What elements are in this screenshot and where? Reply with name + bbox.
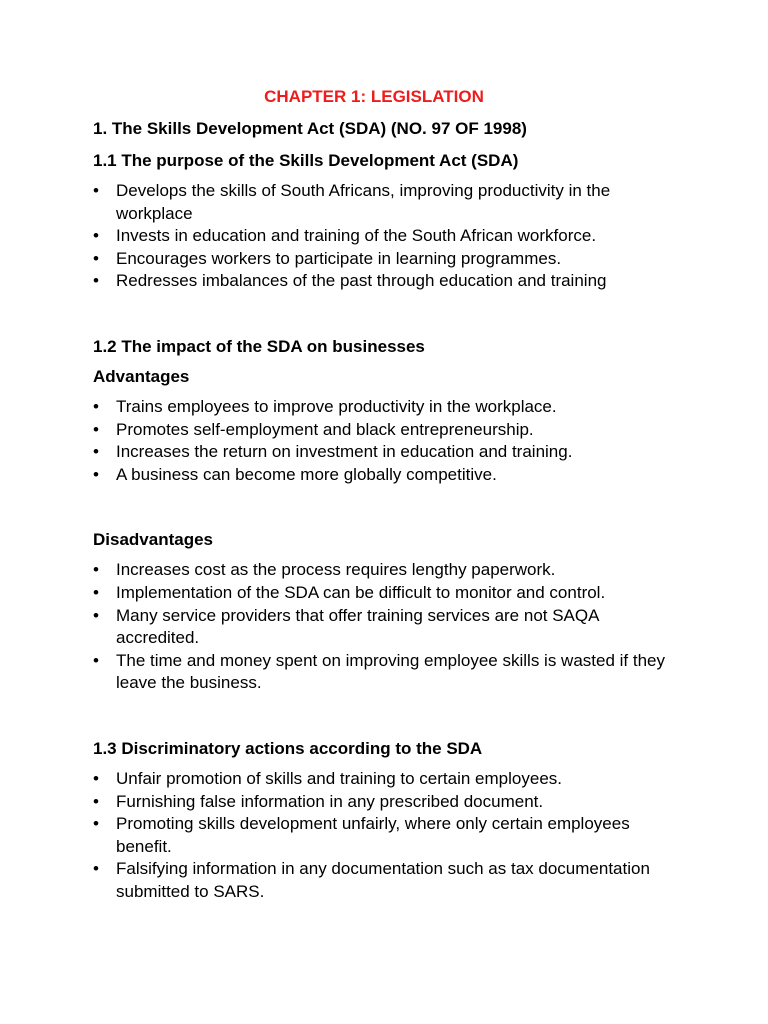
bullet-icon: • <box>93 605 99 625</box>
impact-heading: 1.2 The impact of the SDA on businesses <box>93 336 425 356</box>
bullet-icon: • <box>93 419 99 439</box>
act-title: 1. The Skills Development Act (SDA) (NO. 97 OF 1998) <box>93 119 527 138</box>
list-item: • Develops the skills of South Africans, improving productivity in the workplace <box>93 181 611 223</box>
bullet-icon: • <box>93 791 99 811</box>
list-item: • Furnishing false information in any prescribed document. <box>93 791 683 814</box>
list-item: • Implementation of the SDA can be difficult to monitor and control. <box>93 582 683 605</box>
list-item: • Promotes self-employment and black entrepreneurship. <box>93 419 683 442</box>
list-item: • Increases the return on investment in education and training. <box>93 441 683 464</box>
bullet-icon: • <box>93 442 99 462</box>
chapter-title: CHAPTER 1: LEGISLATION <box>264 87 484 106</box>
advantages-list <box>93 396 683 486</box>
document-page <box>93 86 683 903</box>
bullet-icon: • <box>93 271 99 291</box>
advantages-heading: Advantages <box>93 366 190 386</box>
bullet-icon: • <box>93 464 99 484</box>
disadvantages-list <box>93 559 683 695</box>
list-item: • Trains employees to improve productivity in the workplace. <box>93 396 683 419</box>
bullet-icon: • <box>93 768 99 788</box>
list-item: • Increases cost as the process requires lengthy paperwork. <box>93 559 683 582</box>
list-item: • The time and money spent on improving employee skills is wasted if they leave the business. <box>93 650 665 693</box>
list-item: • Falsifying information in any documentation such as tax documentation submitted to SARS. <box>93 859 650 901</box>
purpose-list <box>93 180 683 293</box>
list-item: • Unfair promotion of skills and training to certain employees. <box>93 768 683 791</box>
bullet-icon: • <box>93 814 99 834</box>
bullet-icon: • <box>93 181 99 200</box>
bullet-icon: • <box>93 248 99 268</box>
list-item: • Many service providers that offer training services are not SAQA accredited. <box>93 605 599 648</box>
discriminatory-list <box>93 768 683 904</box>
bullet-icon: • <box>93 859 99 879</box>
bullet-icon: • <box>93 226 99 246</box>
list-item: • Invests in education and training of the South African workforce. <box>93 225 683 248</box>
purpose-heading: 1.1 The purpose of the Skills Development Act (SDA) <box>93 151 519 170</box>
bullet-icon: • <box>93 560 99 580</box>
list-item: • A business can become more globally competitive. <box>93 464 683 487</box>
bullet-icon: • <box>93 396 99 416</box>
bullet-icon: • <box>93 582 99 602</box>
disadvantages-heading: Disadvantages <box>93 530 213 550</box>
list-item: • Encourages workers to participate in learning programmes. <box>93 248 683 271</box>
discriminatory-heading: 1.3 Discriminatory actions according to the SDA <box>93 738 483 758</box>
list-item: • Promoting skills development unfairly, where only certain employees benefit. <box>93 814 630 856</box>
list-item: • Redresses imbalances of the past through education and training <box>93 270 683 293</box>
bullet-icon: • <box>93 650 99 670</box>
